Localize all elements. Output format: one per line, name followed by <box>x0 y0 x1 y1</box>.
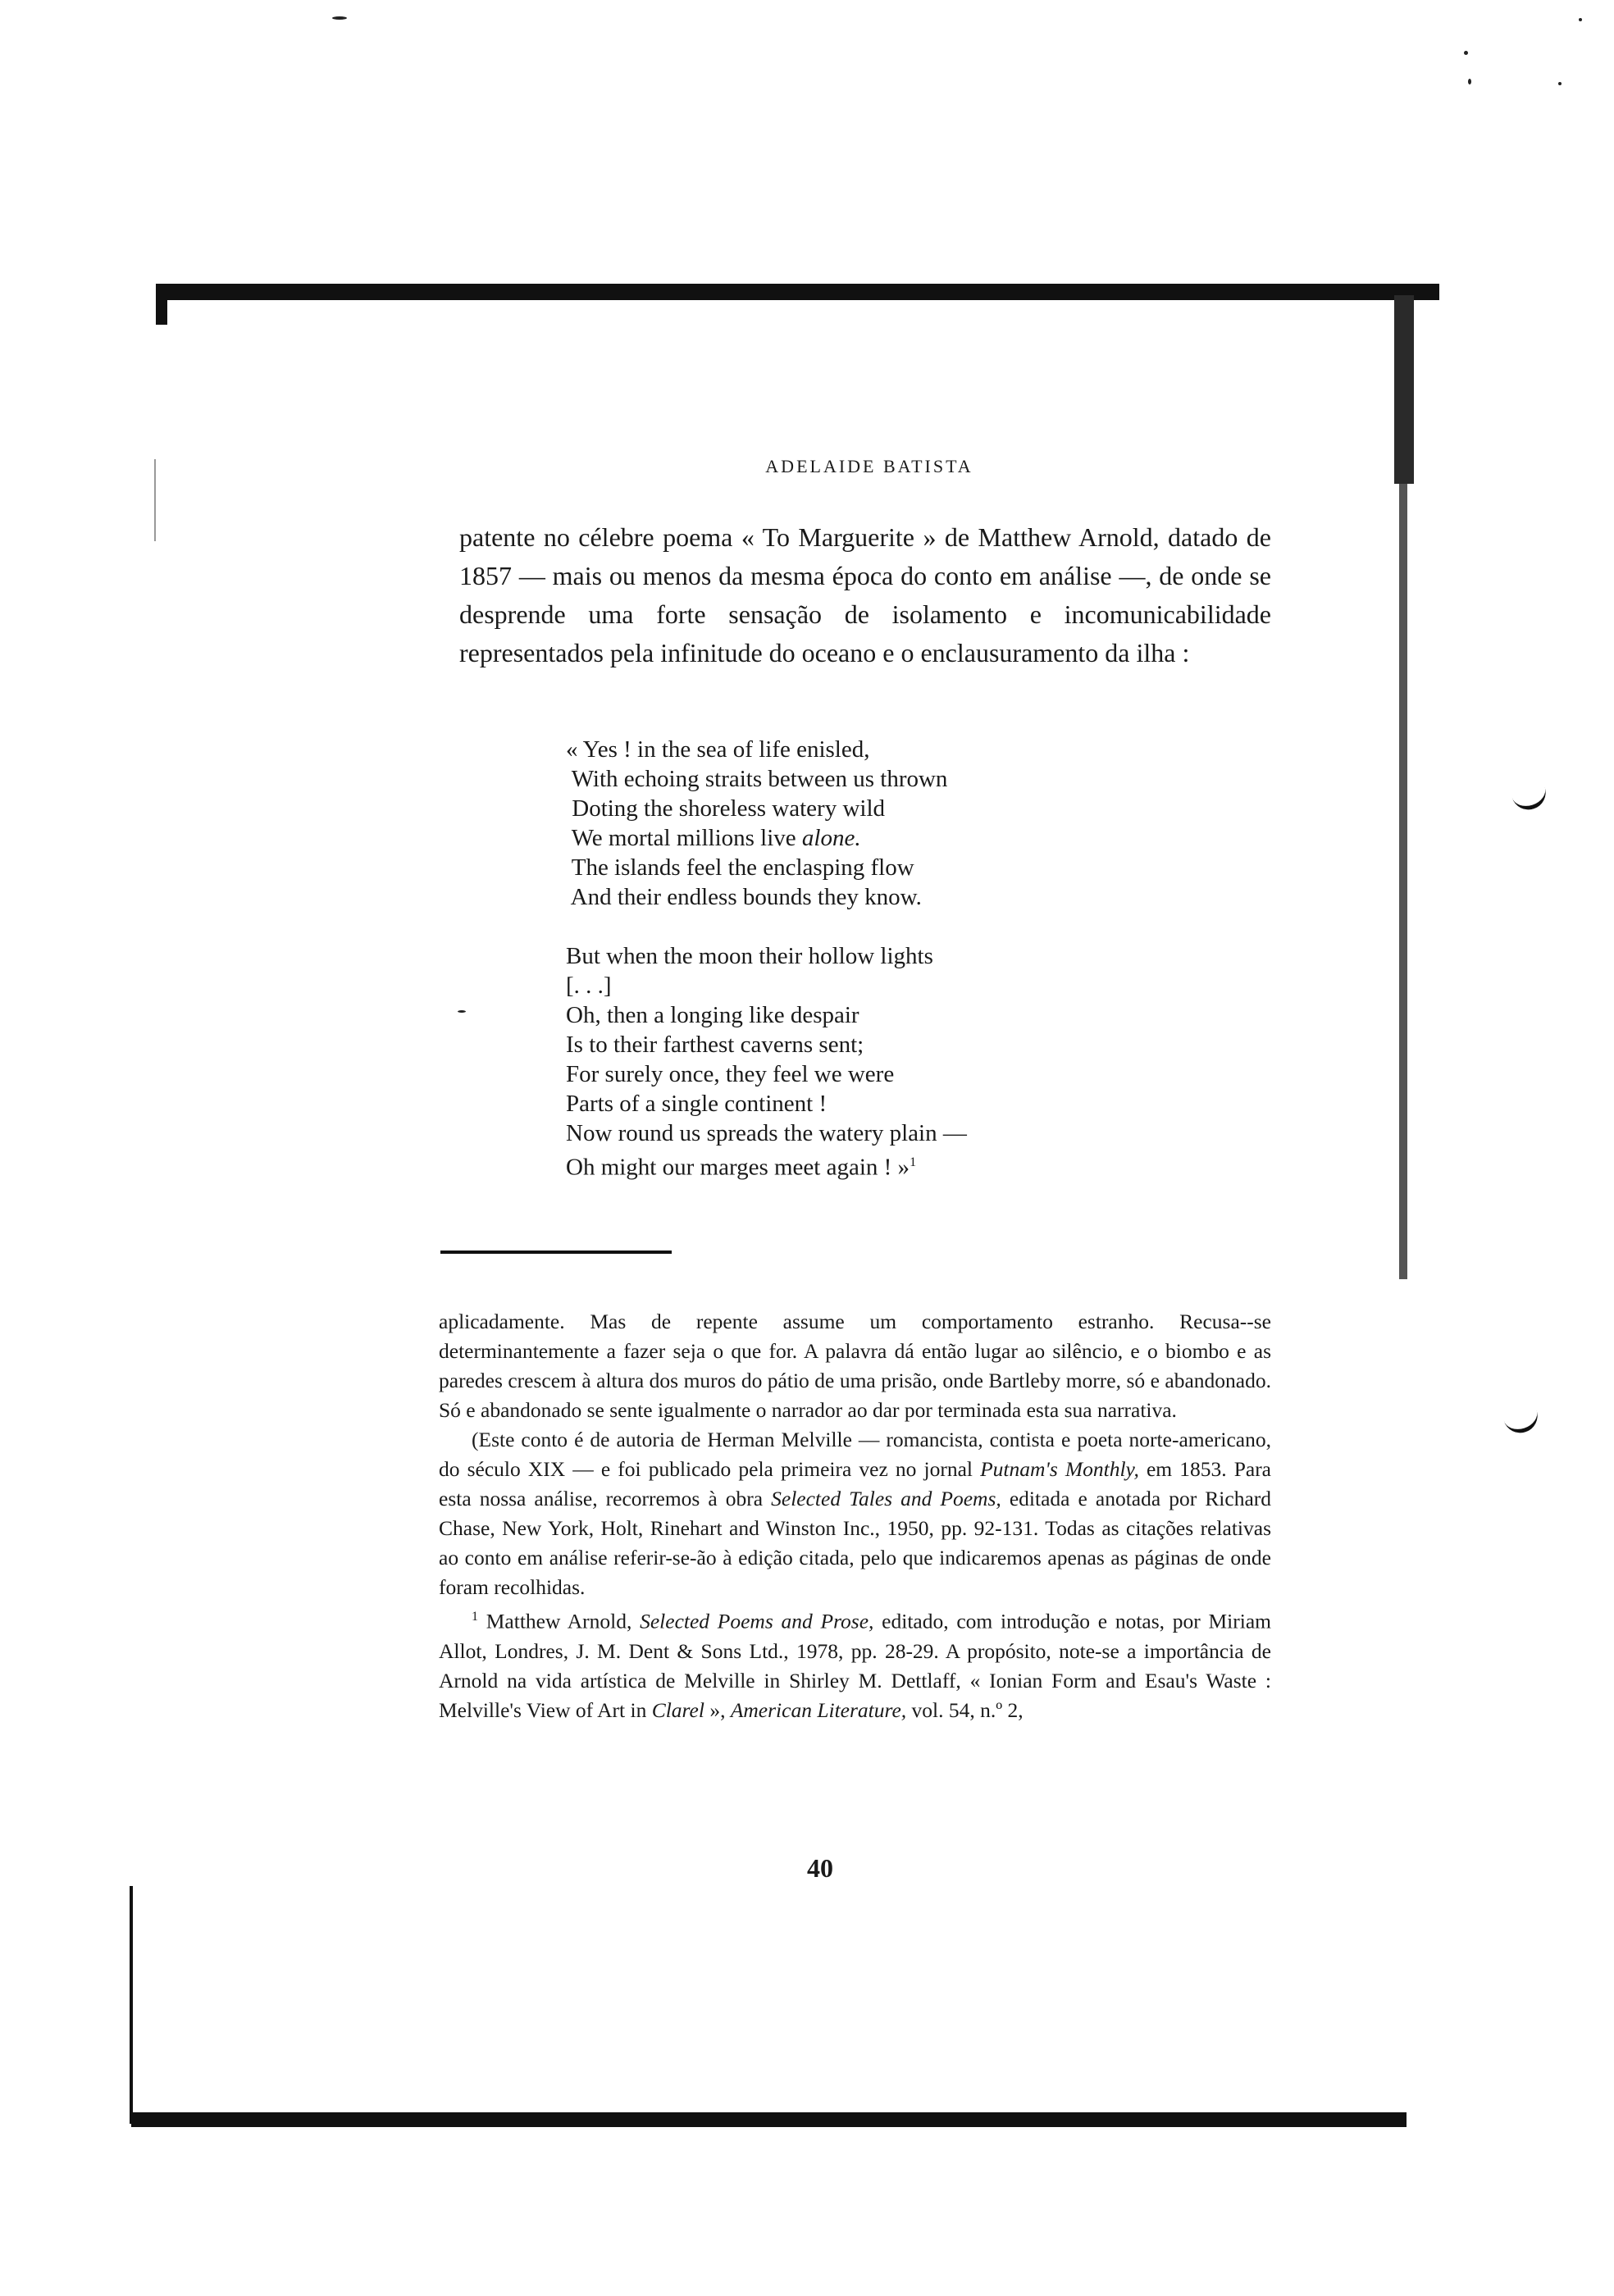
scan-mark <box>1502 1405 1542 1437</box>
poem-italic-word: alone. <box>801 825 861 851</box>
poem-line <box>566 823 1156 853</box>
book-title: Selected Tales and Poems, <box>771 1487 1001 1510</box>
poem-line: « Yes ! in the sea of life enisled, <box>566 736 870 763</box>
scan-speck <box>1558 82 1562 85</box>
journal-title: American Literature, <box>730 1697 907 1722</box>
poem-line: And their endless bounds they know. <box>566 884 922 910</box>
scan-speck <box>1468 79 1471 84</box>
footnote-separator <box>440 1250 672 1254</box>
poem-line: With echoing straits between us thrown <box>566 766 948 792</box>
scan-frame-bottom <box>131 2112 1407 2127</box>
scan-speck <box>1579 18 1582 21</box>
scan-speck <box>332 16 347 20</box>
page-number: 40 <box>807 1853 833 1883</box>
scan-speck <box>458 1010 466 1013</box>
poem-line: Is to their farthest caverns sent; <box>566 1032 864 1058</box>
poem-line: [. . .] <box>566 973 612 999</box>
poem-line-text: We mortal millions live <box>566 825 802 851</box>
poem-title: Clarel <box>651 1697 704 1722</box>
poem-line: The islands feel the enclasping flow <box>566 854 914 881</box>
footnotes <box>439 1307 1271 1725</box>
paragraph-text: patente no célebre poema « To Marguerite » de Matthew Arnold, datado de 1857 — mais ou menos da mesma época do conto em análise —, de onde se desprende uma forte sensação de isolamento e incomunicabilidade representados pela infinitude do oceano e o enclausuramento da ilha : <box>459 522 1271 667</box>
scan-mark <box>1511 782 1550 814</box>
poem-line-text: Oh might our marges meet again ! » <box>566 1154 910 1181</box>
footnote-reference: 1 <box>910 1155 917 1169</box>
footnote-number: 1 <box>472 1610 478 1624</box>
journal-title: Putnam's Monthly, <box>980 1457 1139 1481</box>
scan-frame-right-lower <box>1399 484 1407 1279</box>
footnote-paragraph: (Este conto é de autoria de Herman Melville — romancista, contista e poeta norte-americano, do século XIX — e foi publicado pela primeira vez no jornal Putnam's Monthly, em 1853. Para esta nossa análise, recorremos à obra Selected Tales and Poems, editada e anotada por Richard Chase, New York, Holt, Rinehart and Winston Inc., 1950, pp. 92-131. Todas as citações relativas ao conto em análise referir-se-ão à edição citada, pelo que indicaremos apenas as páginas de onde foram recolhidas. <box>439 1428 1271 1599</box>
scan-frame-top <box>156 284 1439 300</box>
footnote-continuation: aplicadamente. Mas de repente assume um comportamento estranho. Recusa--se determinantemente a fazer seja o que for. A palavra dá então lugar ao silêncio, e o biombo e as paredes crescem à altura dos muros do pátio de uma prisão, onde Bartleby morre, só e abandonado. Só e abandonado se sente igualmente o narrador ao dar por terminada esta sua narrativa. <box>439 1310 1271 1422</box>
poem-stanza-2 <box>566 941 1156 1182</box>
book-title: Selected Poems and Prose, <box>640 1609 874 1633</box>
poem-line <box>566 1148 1156 1182</box>
poem-line: But when the moon their hollow lights <box>566 943 933 969</box>
scan-speck <box>1464 51 1468 55</box>
poem-line: Parts of a single continent ! <box>566 1091 828 1117</box>
footnote-1: $^1$ Matthew Arnold, Selected Poems and Prose, editado, com introdução e notas, por Miriam Allot, Londres, J. M. Dent & Sons Ltd., 1978, pp. 28-29. A propósito, note-se a importância de Arnold na vida artística de Melville in Shirley M. Dettlaff, « Ionian Form and Esau's Waste : Melville's View of Art in Clarel », American Literature, vol. 54, n.º 2, <box>439 1609 1271 1722</box>
poem-line: For surely once, they feel we were <box>566 1061 895 1087</box>
scan-frame-left-upper <box>154 459 156 541</box>
poem-line: Oh, then a longing like despair <box>566 1002 859 1028</box>
running-head: ADELAIDE BATISTA <box>765 456 973 476</box>
scan-frame-right <box>1394 295 1414 484</box>
poem-line: Now round us spreads the watery plain — <box>566 1120 967 1146</box>
scan-frame-left <box>130 1886 133 2124</box>
scan-frame-top-left-tip <box>156 292 167 325</box>
poem-line: Doting the shoreless watery wild <box>566 795 886 822</box>
body-paragraph <box>459 518 1271 672</box>
poem-quotation <box>566 735 1156 1212</box>
poem-stanza-1 <box>566 735 1156 912</box>
